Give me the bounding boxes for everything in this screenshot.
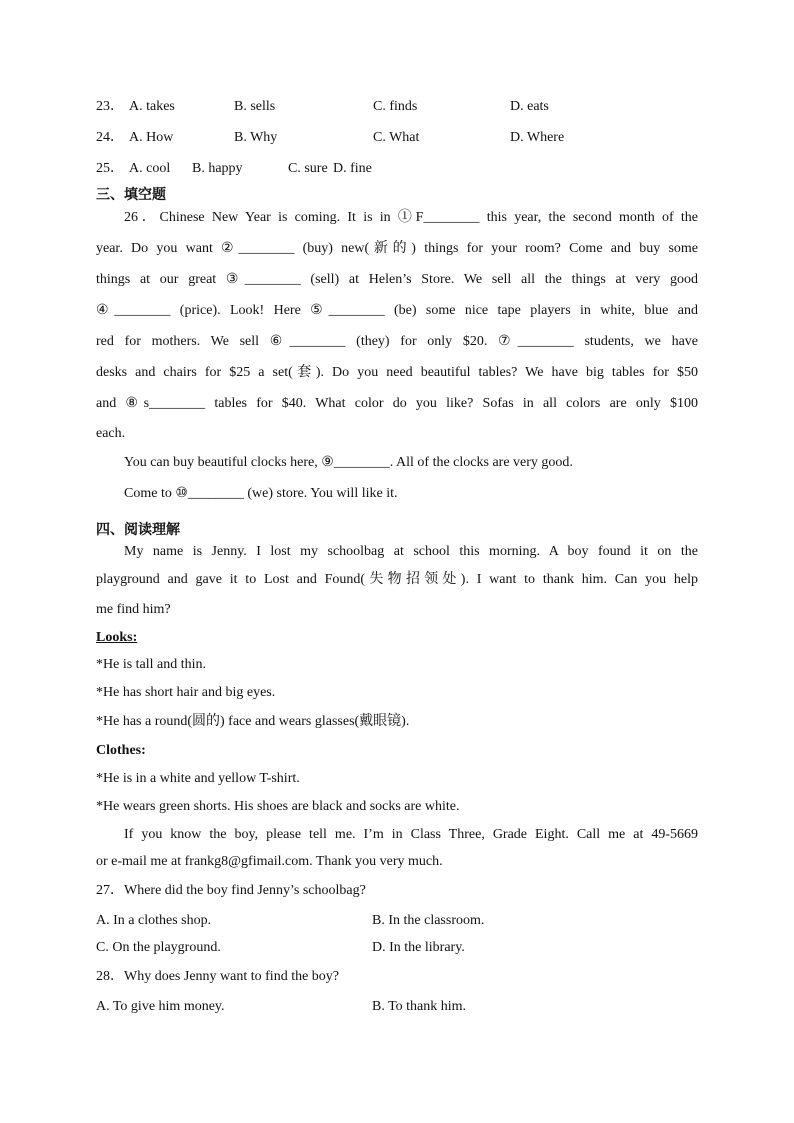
option-d: D. Where: [510, 130, 565, 145]
option-b: B. happy: [192, 161, 243, 176]
reading-line: me find him?: [96, 602, 171, 617]
clothes-label: Clothes:: [96, 743, 146, 758]
passage-line: You can buy beautiful clocks here, ⑨________. All of the clocks are very good.: [124, 455, 573, 470]
section-heading-reading: 四、阅读理解: [96, 522, 180, 538]
option-a: A. cool: [129, 161, 171, 176]
passage-line: red for mothers. We sell ⑥________ (they) for only $20. ⑦________ students, we have: [96, 334, 698, 349]
passage-line: desks and chairs for $25 a set(套). Do you need beautiful tables? We have big tables for $50: [96, 365, 698, 380]
question-number: 25．: [96, 161, 124, 176]
option-b: B. To thank him.: [372, 999, 467, 1014]
option-a: A. To give him money.: [96, 999, 225, 1014]
question-27-options-row2: [96, 938, 698, 958]
reading-line: My name is Jenny. I lost my schoolbag at school this morning. A boy found it on the: [124, 544, 698, 559]
looks-item: *He is tall and thin.: [96, 657, 207, 672]
contact-line: If you know the boy, please tell me. I’m in Class Three, Grade Eight. Call me at 49-5669: [124, 827, 698, 842]
passage-line: and ⑧s________ tables for $40. What color do you like? Sofas in all colors are only $100: [96, 396, 698, 411]
option-d: D. eats: [510, 99, 549, 114]
option-d: D. In the library.: [372, 940, 465, 955]
passage-line: Come to ⑩________ (we) store. You will like it.: [124, 486, 398, 501]
looks-item: *He has short hair and big eyes.: [96, 685, 276, 700]
question-27: 27．Where did the boy find Jenny’s schoolbag?: [96, 883, 366, 898]
reading-line: playground and gave it to Lost and Found(失物招领处). I want to thank him. Can you help: [96, 572, 698, 587]
passage-line: each.: [96, 426, 126, 441]
question-23: [96, 97, 698, 117]
looks-label: Looks:: [96, 630, 138, 645]
passage-line: things at our great ③________ (sell) at Helen’s Store. We sell all the things at very good: [96, 272, 698, 287]
passage-line: 26．Chinese New Year is coming. It is in ①F________ this year, the second month of the: [124, 210, 698, 225]
option-b: B. In the classroom.: [372, 913, 485, 928]
option-c: C. What: [373, 130, 420, 145]
option-a: A. takes: [129, 99, 175, 114]
question-number: 24．: [96, 130, 124, 145]
looks-item: *He has a round(圆的) face and wears glasses(戴眼镜).: [96, 714, 410, 729]
option-a: A. In a clothes shop.: [96, 913, 212, 928]
contact-line: or e-mail me at frankg8@gfimail.com. Thank you very much.: [96, 854, 443, 869]
option-b: B. Why: [234, 130, 278, 145]
option-b: B. sells: [234, 99, 276, 114]
question-28: 28．Why does Jenny want to find the boy?: [96, 969, 340, 984]
option-d: D. fine: [333, 161, 372, 176]
question-24: [96, 128, 698, 148]
question-25: [96, 159, 698, 179]
passage-line: year. Do you want ②________ (buy) new(新的) things for your room? Come and buy some: [96, 241, 698, 256]
clothes-item: *He is in a white and yellow T-shirt.: [96, 771, 300, 786]
question-28-options-row1: [96, 997, 698, 1017]
section-heading-fill-in: 三、填空题: [96, 187, 166, 203]
clothes-item: *He wears green shorts. His shoes are black and socks are white.: [96, 799, 460, 814]
question-27-options-row1: [96, 911, 698, 931]
option-c: C. sure: [288, 161, 328, 176]
question-number: 23．: [96, 99, 124, 114]
option-c: C. finds: [373, 99, 418, 114]
option-c: C. On the playground.: [96, 940, 221, 955]
passage-line: ④________ (price). Look! Here ⑤________ (be) some nice tape players in white, blue and: [96, 303, 698, 318]
option-a: A. How: [129, 130, 174, 145]
